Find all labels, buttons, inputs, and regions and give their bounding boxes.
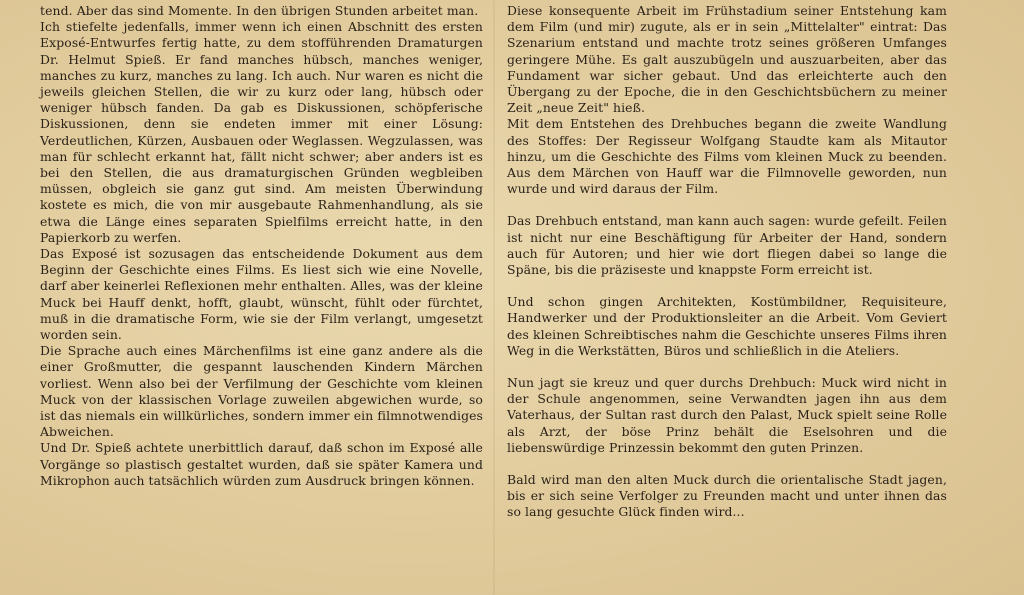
paragraph: Das Drehbuch entstand, man kann auch sagen: wurde gefeilt. Feilen ist nicht nur eine Beschäftigung für Arbeiter der Hand, sondern auch für Autoren; und hier wie dort fliegen dabei so lange die Späne, bis die präziseste und knappste Form erreicht ist. [507,213,947,278]
paragraph: tend. Aber das sind Momente. In den übrigen Stunden arbeitet man. [40,3,479,18]
paragraph: Bald wird man den alten Muck durch die orientalische Stadt jagen, bis er sich seine Verfolger zu Freunden macht und unter ihnen das so lang gesuchte Glück finden wird... [507,472,947,520]
paragraph: Die Sprache auch eines Märchenfilms ist eine ganz andere als die einer Großmutter, die gespannt lauschenden Kindern Märchen vorliest. Wenn also bei der Verfilmung der Geschichte vom kleinen Muck von der klassischen Vorlage zuweilen abgewichen wurde, so ist das niemals ein willkürliches, sondern immer ein filmnotwendiges Abweichen. [40,343,483,440]
paragraph: Und schon gingen Architekten, Kostümbildner, Requisiteure, Handwerker und der Produktionsleiter an die Arbeit. Vom Geviert des kleinen Schreibtisches nahm die Geschichte unseres Films ihren Weg in die Werkstätten, Büros und schließlich in die Ateliers. [507,294,947,358]
paragraph: Ich stiefelte jedenfalls, immer wenn ich einen Abschnitt des ersten Exposé-Entwurfes fertig hatte, zu dem stofführenden Dramaturgen Dr. Helmut Spieß. Er fand manches hübsch, manches weniger, manches zu kurz, manches zu lang. Ich auch. Nur waren es nicht die jeweils gleichen Stellen, die wir zu kurz oder lang, hübsch oder weniger hübsch fanden. Da gab es Diskussionen, schöpferische Diskussionen, denn sie endeten immer mit einer Lösung: Verdeutlichen, Kürzen, Ausbauen oder Weglassen. Wegzulassen, was man für schlecht erkannt hat, fällt nicht schwer; aber anders ist es bei den Stellen, die aus dramaturgischen Gründen wegbleiben müssen, obgleich sie ganz gut sind. Am meisten Überwindung kostete es mich, die von mir ausgebaute Rahmenhandlung, als sie etwa die Länge eines separaten Spielfilms erreicht hatte, in den Papierkorb zu werfen. [40,19,483,245]
paragraph: Mit dem Entstehen des Drehbuches begann die zweite Wandlung des Stoffes: Der Regisseur Wolfgang Staudte kam als Mitautor hinzu, um die Geschichte des Films vom kleinen Muck zu beenden. Aus dem Märchen von Hauff war die Filmnovelle geworden, nun wurde und wird daraus der Film. [507,116,947,197]
paragraph: Nun jagt sie kreuz und quer durchs Drehbuch: Muck wird nicht in der Schule angenommen, seine Verwandten jagen ihn aus dem Vaterhaus, der Sultan rast durch den Palast, Muck spielt seine Rolle als Arzt, der böse Prinz behält die Eselsohren und die liebenswürdige Prinzessin bekommt den guten Prinzen. [507,375,947,455]
right-column [507,3,947,521]
paragraph: Das Exposé ist sozusagen das entscheidende Dokument aus dem Beginn der Geschichte eines Films. Es liest sich wie eine Novelle, darf aber keinerlei Reflexionen mehr enthalten. Alles, was der kleine Muck bei Hauff denkt, hofft, glaubt, wünscht, fühlt oder fürchtet, muß in die dramatische Form, wie sie der Film verlangt, umgesetzt worden sein. [40,246,483,343]
paragraph: Diese konsequente Arbeit im Frühstadium seiner Entstehung kam dem Film (und mir) zugute, als er in sein „Mittelalter" eintrat: Das Szenarium entstand und machte trotz seines größeren Umfanges geringere Mühe. Es galt auszubügeln und auszuarbeiten, aber das Fundament war sicher gebaut. Und das erleichterte auch den Übergang zu der Epoche, die in den Geschichtsbüchern zu meiner Zeit „neue Zeit" hieß. [507,3,947,116]
left-column [40,3,483,489]
paragraph: Und Dr. Spieß achtete unerbittlich darauf, daß schon im Exposé alle Vorgänge so plastisch gestaltet wurden, daß sie später Kamera und Mikrophon auch tatsächlich würden zum Ausdruck bringen können. [40,440,483,488]
column-gutter [493,0,495,595]
